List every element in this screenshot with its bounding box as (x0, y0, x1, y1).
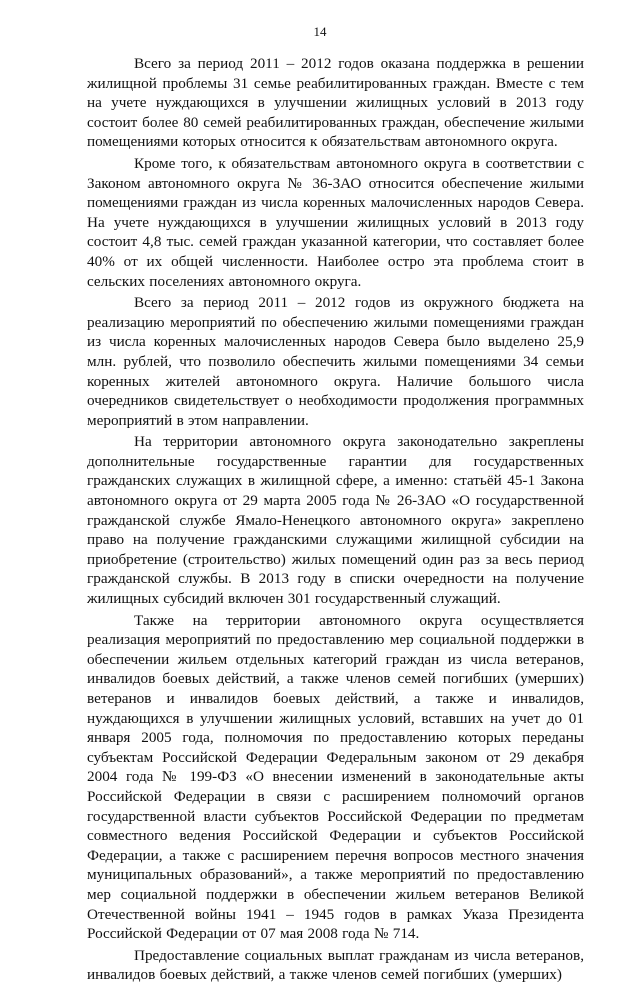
paragraph-indigenous-peoples-funding: Всего за период 2011 – 2012 годов из окружного бюджета на реализацию мероприятий по обеспечению жилыми помещениями граждан из числа коренных малочисленных народов Севера было выделено 25,9 млн. рублей, что позволило обеспечить жилыми помещениями 34 семьи коренных жителей автономного округа. Наличие большого числа очередников свидетельствует о необходимости продолжения программных мероприятий в этом направлении. (87, 294, 584, 429)
paragraph-rehabilitated-citizens: Всего за период 2011 – 2012 годов оказана поддержка в решении жилищной проблемы 31 семье реабилитированных граждан. Вместе с тем на учете нуждающихся в улучшении жилищных условий в 2013 году состоит более 80 семей реабилитированных граждан, обеспечение жилыми помещениями которых относится к обязательствам автономного округа. (87, 55, 584, 151)
paragraph-veterans-support: Также на территории автономного округа осуществляется реализация мероприятий по предоставлению мер социальной поддержки в обеспечении жильем отдельных категорий граждан из числа ветеранов, инвалидов боевых действий, а также членов семей погибших (умерших) ветеранов и инвалидов боевых действий, а также и инвалидов, нуждающихся в улучшении жилищных условий, вставших на учет до 01 января 2005 года, полномочия по предоставлению которых переданы субъектам Российской Федерации Федеральным законом от 29 декабря 2004 года № 199-ФЗ «О внесении изменений в законодательные акты Российской Федерации в связи с расширением полномочий органов государственной власти субъектов Российской Федерации по предметам совместного ведения Российской Федерации и субъектов Российской Федерации, а также с расширением перечня вопросов местного значения муниципальных образований», а также мероприятий по предоставлению мер социальной поддержки в обеспечении жильем ветеранов Великой Отечественной войны 1941 – 1945 годов в рамках Указа Президента Российской Федерации от 07 мая 2008 года № 714. (87, 611, 584, 943)
paragraph-civil-servants-guarantees: На территории автономного округа законодательно закреплены дополнительные государственные гарантии для государственных гражданских служащих в жилищной сфере, а именно: статьёй 45-1 Закона автономного округа от 29 марта 2005 года № 26-ЗАО «О государственной гражданской службе Ямало-Ненецкого автономного округа» закреплено право на получение гражданскими служащими жилищной субсидии на приобретение (строительство) жилых помещений один раз за весь период гражданской службы. В 2013 году в списки очередности на получение жилищных субсидий включен 301 государственный служащий. (87, 433, 584, 608)
paragraph-social-payments: Предоставление социальных выплат гражданам из числа ветеранов, инвалидов боевых действий, а также членов семей погибших (умерших) (87, 946, 584, 984)
page-number: 14 (313, 24, 327, 39)
document-body (87, 54, 584, 987)
paragraph-indigenous-peoples-obligations: Кроме того, к обязательствам автономного округа в соответствии с Законом автономного округа № 36-ЗАО относится обеспечение жилыми помещениями граждан из числа коренных малочисленных народов Севера. На учете нуждающихся в улучшении жилищных условий в 2013 году состоит 4,8 тыс. семей граждан указанной категории, что составляет более 40% от их общей численности. Наиболее остро эта проблема стоит в сельских поселениях автономного округа. (87, 154, 584, 290)
